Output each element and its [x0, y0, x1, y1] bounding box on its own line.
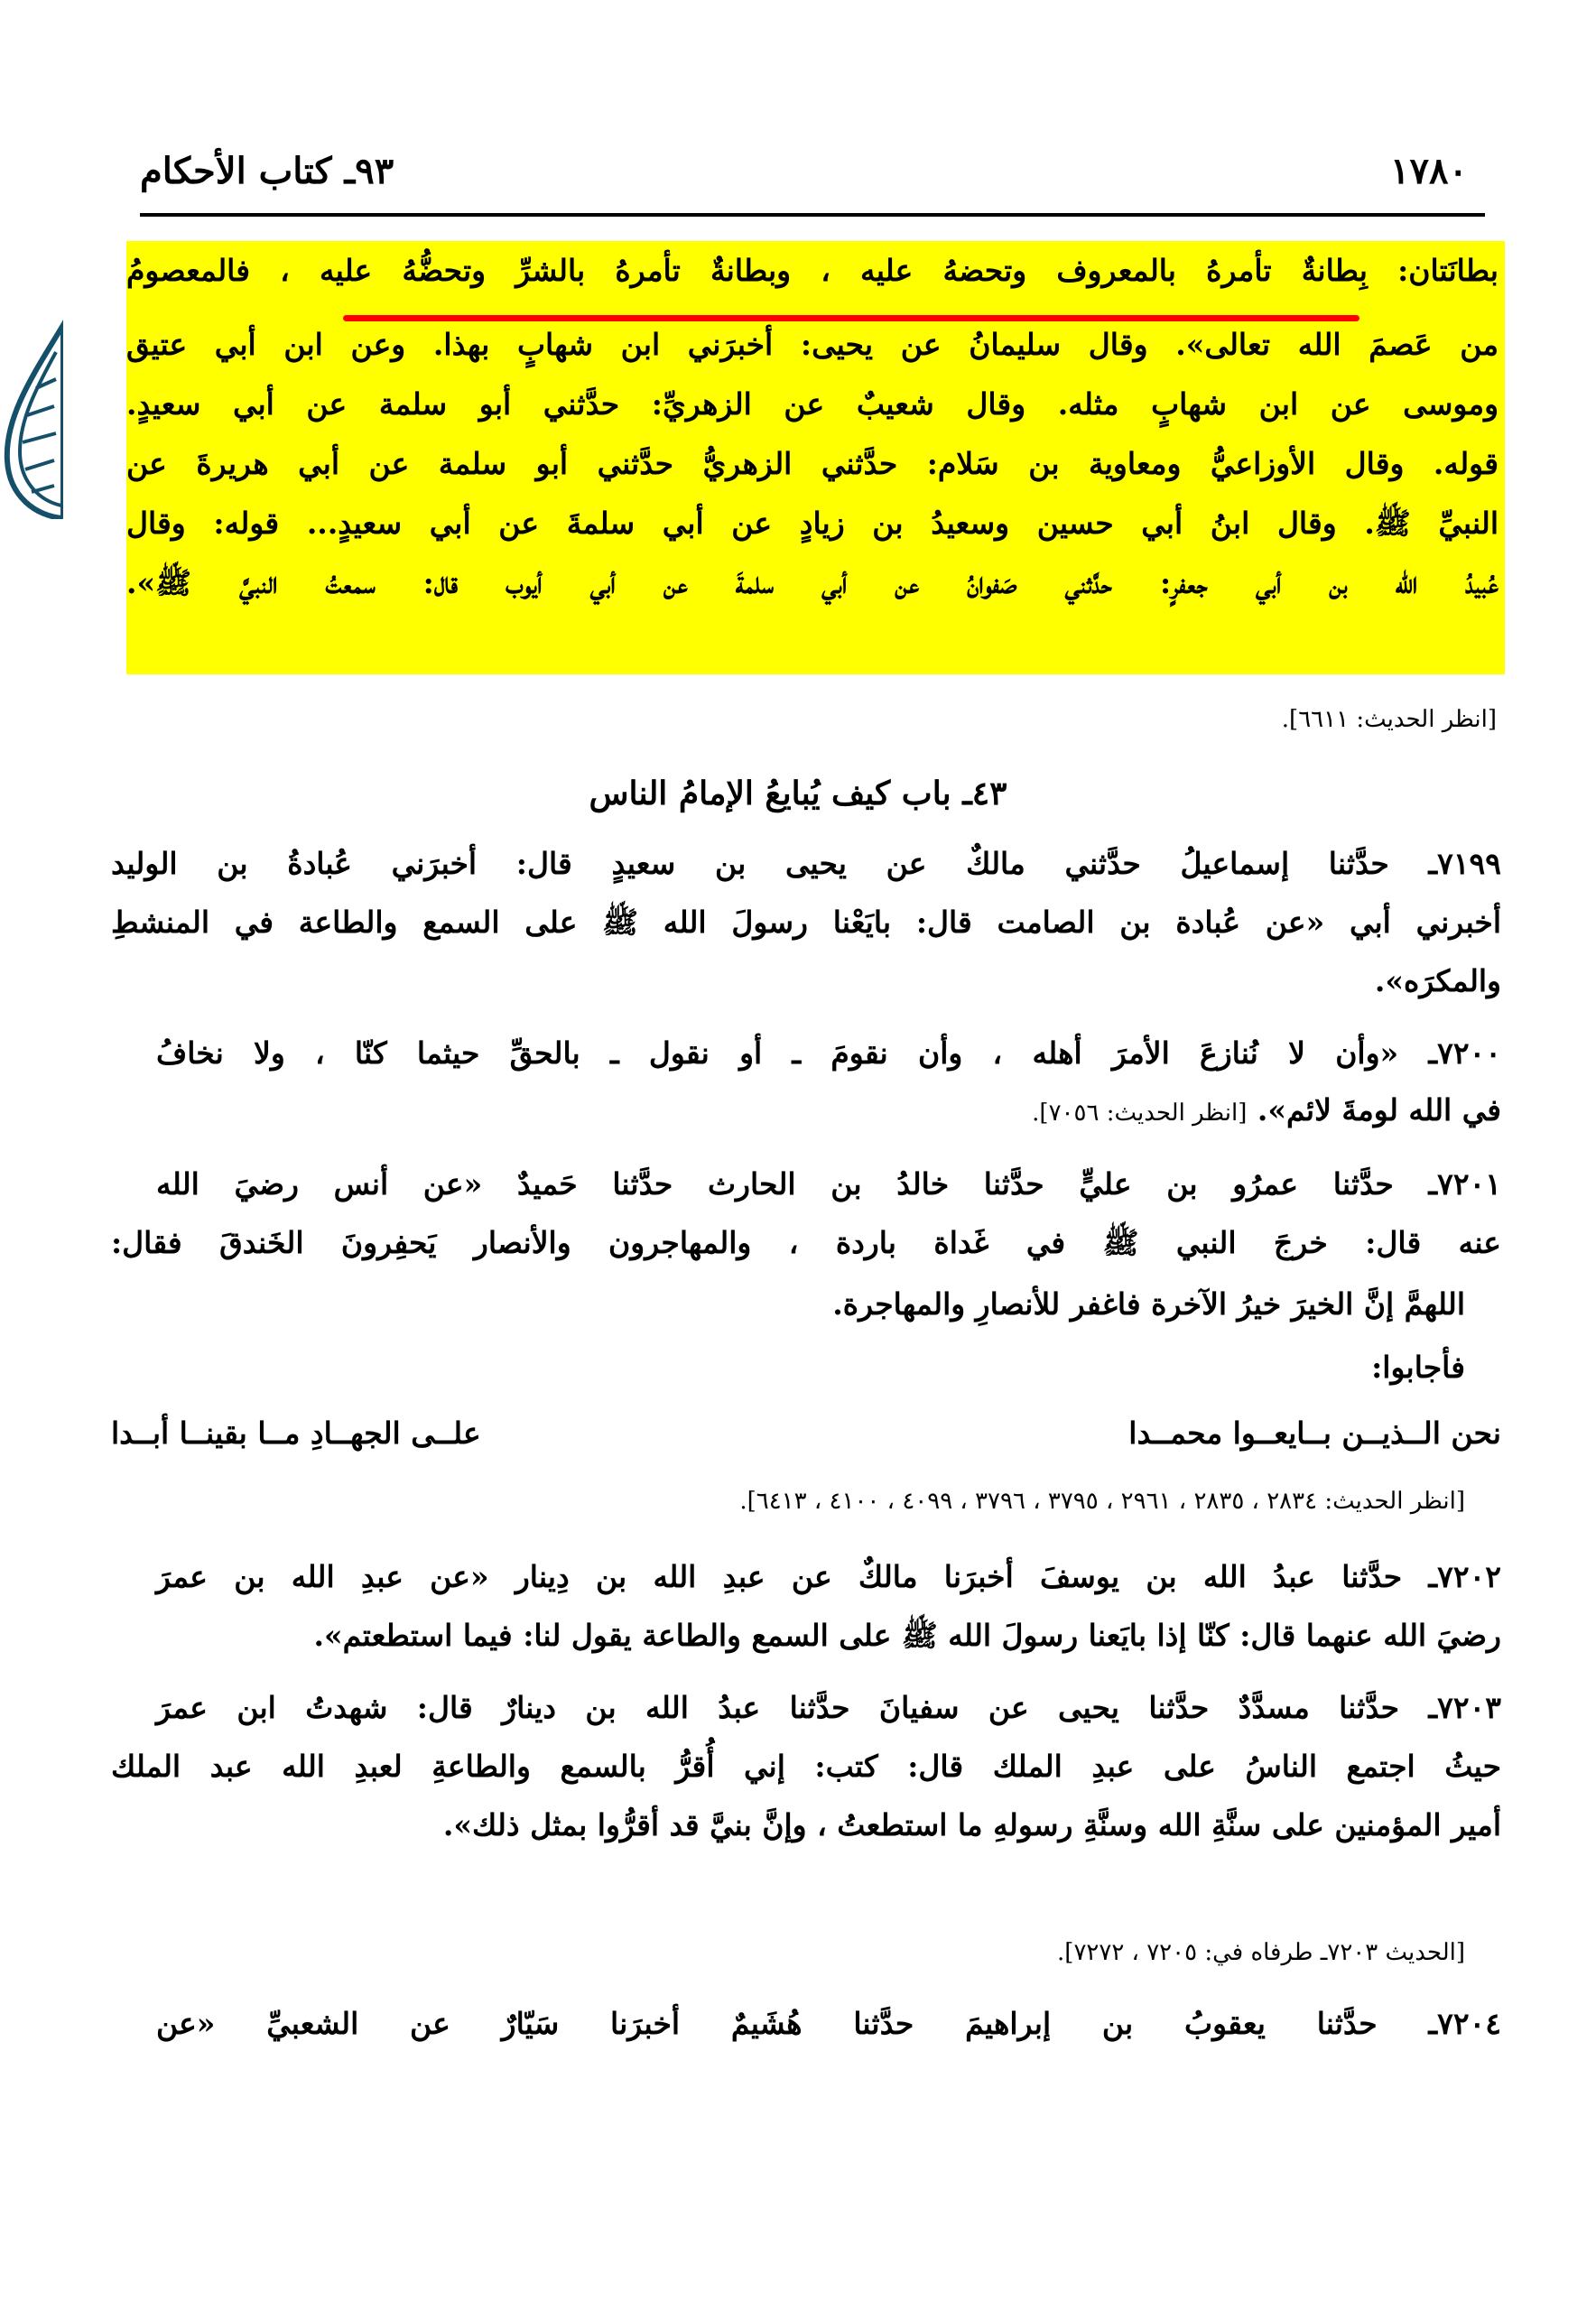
- hadith-7200-line: ٧٢٠٠ـ «وأن لا نُنازعَ الأمرَ أهله ، وأن نقومَ ـ أو نقول ـ بالحقِّ حيثما كنّا ، ولا نخافُ: [156, 1035, 1501, 1071]
- hadith-7201-line: ٧٢٠١ـ حدَّثنا عمرُو بن عليٍّ حدَّثنا خالدُ بن الحارث حدَّثنا حَميدٌ «عن أنس رضيَ الله: [156, 1166, 1501, 1202]
- page-number: ١٧٨٠: [1390, 150, 1468, 192]
- hadith-7199-line: والمكرَه».: [1374, 963, 1501, 998]
- hadith-7199-line: ٧١٩٩ـ حدَّثنا إسماعيلُ حدَّثني مالكٌ عن يحيى بن سعيدٍ قال: أخبرَني عُبادةُ بن الوليد: [111, 846, 1501, 881]
- poem-first-hemistich: نحن الــذيــن بــايعــوا محمــدا: [1128, 1415, 1501, 1451]
- hadith-7203-line: ٧٢٠٣ـ حدَّثنا مسدَّدٌ حدَّثنا يحيى عن سفيانَ حدَّثنا عبدُ الله بن دينارٌ قال: شهدتُ ابن عمرَ: [156, 1690, 1501, 1725]
- chapter-heading: ٤٣ـ باب كيف يُبايعُ الإمامُ الناس: [589, 775, 1007, 812]
- highlighted-line: عُبيدُ الله بن أبي جعفرٍ: حدَّثني صَفوانُ عن أبي سلمةَ عن أبي أيوب قال: سمعتُ النبيَّ ﷺ».: [126, 565, 1499, 600]
- calligraphy-watermark-icon: [0, 316, 63, 519]
- hadith-7203-line: حيثُ اجتمع الناسُ على عبدِ الملك قال: كتب: إني أُقرُّ بالسمع والطاعةِ لعبدِ الله عبد الملك: [111, 1749, 1501, 1784]
- hadith-7201-answer: فأجابوا:: [1371, 1350, 1465, 1385]
- hadith-7202-line: ٧٢٠٢ـ حدَّثنا عبدُ الله بن يوسفَ أخبرَنا مالكٌ عن عبدِ الله بن دِينار «عن عبدِ الله بن عمرَ: [156, 1559, 1501, 1594]
- highlighted-line: من عَصمَ الله تعالى». وقال سليمانُ عن يحيى: أخبرَني ابن شهابٍ بهذا. وعن ابن أبي عتيق: [126, 327, 1499, 362]
- highlighted-line: النبيِّ ﷺ. وقال ابنُ أبي حسين وسعيدُ بن زيادٍ عن أبي سلمةَ عن أبي سعيدٍ... قوله: وقال: [126, 506, 1499, 541]
- reference-note: [انظر الحديث: ٧٠٥٦].: [1032, 1100, 1248, 1127]
- highlighted-line: وموسى عن ابن شهابٍ مثله. وقال شعيبٌ عن الزهريِّ: حدَّثني أبو سلمة عن أبي سعيدٍ.: [126, 386, 1499, 422]
- header-rule: [140, 213, 1485, 217]
- hadith-7199-line: أخبرني أبي «عن عُبادة بن الصامت قال: بايَعْنا رسولَ الله ﷺ على السمع والطاعة في المنشطِ: [111, 905, 1501, 940]
- poem-second-hemistich: علــى الجهــادِ مــا بقينــا أبــدا: [111, 1415, 481, 1451]
- reference-note: [الحديث ٧٢٠٣ـ طرفاه في: ٧٢٠٥ ، ٧٢٧٢].: [1057, 1939, 1465, 1966]
- red-underline-annotation: [343, 315, 1359, 321]
- reference-note: [انظر الحديث: ٦٦١١].: [1281, 706, 1497, 733]
- hadith-7201-line: عنه قال: خرجَ النبي ﷺ في غَداة باردة ، والمهاجرون والأنصار يَحفِرونَ الخَندقَ فقال:: [111, 1225, 1501, 1260]
- running-header-book-title: ٩٣ـ كتاب الأحكام: [140, 150, 394, 192]
- highlighted-line: قوله. وقال الأوزاعيُّ ومعاوية بن سَلام: حدَّثني الزهريُّ حدَّثني أبو سلمة عن أبي هريرةَ عن: [126, 446, 1499, 481]
- hadith-7204-line: ٧٢٠٤ـ حدَّثنا يعقوبُ بن إبراهيمَ حدَّثنا هُشَيمٌ أخبرَنا سَيّارٌ عن الشعبيِّ «عن: [156, 2006, 1501, 2041]
- hadith-7203-line: أمير المؤمنين على سنَّةِ الله وسنَّةِ رسولهِ ما استطعتُ ، وإنَّ بنيَّ قد أقرُّوا بمثل ذلك».: [442, 1807, 1501, 1842]
- highlighted-line: بطانَتان: بِطانةٌ تأمرهُ بالمعروف وتحضهُ عليه ، وبطانةٌ تأمرهُ بالشرِّ وتحضُّهُ عليه ، فالمعصومُ: [126, 253, 1499, 288]
- hadith-7202-line: رضيَ الله عنهما قال: كنّا إذا بايَعنا رسولَ الله ﷺ على السمع والطاعة يقول لنا: فيما استطعتم».: [313, 1618, 1501, 1653]
- hadith-7200-text: في الله لومةَ لائم».: [1257, 1092, 1501, 1128]
- reference-note: [انظر الحديث: ٢٨٣٤ ، ٢٨٣٥ ، ٢٩٦١ ، ٣٧٩٥ ، ٣٧٩٦ ، ٤٠٩٩ ، ٤١٠٠ ، ٦٤١٣].: [739, 1488, 1465, 1515]
- poem-verse: [111, 1415, 1501, 1451]
- hadith-7201-verse-line: اللهمَّ إنَّ الخيرَ خيرُ الآخرة فاغفر للأنصارِ والمهاجرة.: [832, 1286, 1465, 1322]
- hadith-7200-line: [1032, 1092, 1501, 1128]
